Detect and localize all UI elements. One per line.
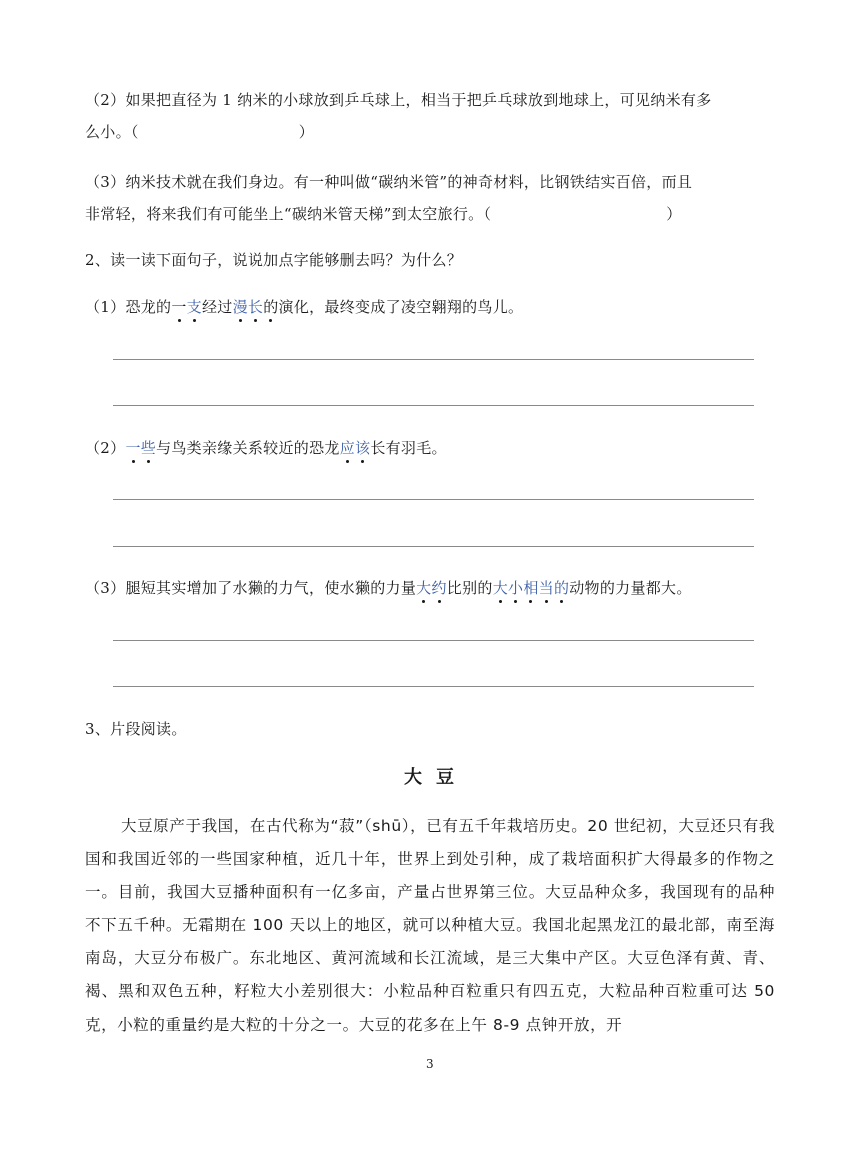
dotted-char: 相 (523, 579, 539, 597)
dotted-char: 该 (355, 439, 371, 457)
dotted-char: 当 (538, 579, 554, 597)
dotted-char: 些 (140, 439, 157, 457)
answer-line[interactable] (113, 546, 754, 547)
question-1-2-line2 (85, 121, 314, 142)
sentence-text: 演化，最终变成了凌空翱翔的鸟儿。 (278, 298, 524, 316)
paren-close: ） (666, 205, 682, 223)
dotted-char: 的 (263, 298, 279, 316)
sentence-text: 动物的力量都大。 (569, 579, 692, 597)
answer-line[interactable] (113, 499, 754, 500)
question-1-2-text: 么小。（ (85, 123, 139, 141)
question-1-3-line1: （3）纳米技术就在我们身边。有一种叫做“碳纳米管”的神奇材料，比钢铁结实百倍，而且 (85, 173, 693, 191)
question-1-3-text: 非常轻，将来我们有可能坐上“碳纳米管天梯”到太空旅行。（ (85, 205, 492, 223)
question-2-heading: 2、读一读下面句子，说说加点字能够删去吗？为什么？ (85, 251, 463, 269)
sentence-text: （3）腿短其实增加了水獭的力气，使水獭的力量 (85, 579, 417, 597)
page-number: 3 (426, 1057, 434, 1071)
dotted-char: 大 (492, 579, 508, 597)
dotted-char: 一 (125, 439, 141, 457)
dotted-char: 小 (508, 579, 524, 597)
sentence-text: 经过 (201, 298, 233, 316)
question-1-2-line1: （2）如果把直径为 1 纳米的小球放到乒乓球上，相当于把乒乓球放到地球上，可见纳米有多 (85, 91, 712, 109)
sentence-text: 比别的 (446, 579, 493, 597)
dotted-char: 长 (247, 298, 264, 316)
answer-line[interactable] (113, 640, 754, 641)
sentence-text: （2） (85, 439, 126, 457)
question-3-heading: 3、片段阅读。 (85, 720, 187, 738)
dotted-char: 应 (339, 439, 355, 457)
dotted-char: 约 (431, 579, 447, 597)
sentence-text: （1）恐龙的 (85, 298, 172, 316)
question-2-sentence-2 (85, 437, 447, 458)
question-1-3-line2 (85, 203, 682, 224)
article-title: 大豆 (404, 767, 468, 788)
sentence-text: 长有羽毛。 (370, 439, 447, 457)
question-2-sentence-3 (85, 577, 692, 598)
dotted-char: 的 (553, 579, 570, 597)
question-2-sentence-1 (85, 296, 523, 317)
sentence-text: 与鸟类亲缘关系较近的恐龙 (156, 439, 340, 457)
paren-close: ） (298, 123, 315, 141)
article-body: 大豆原产于我国，在古代称为“菽”（shū），已有五千年栽培历史。20 世纪初，大豆还只有我国和我国近邻的一些国家种植，近几十年，世界上到处引种，成了栽培面积扩大得最多的作物之一。目前，我国大豆播种面积有一亿多亩，产量占世界第三位。大豆品种众多，我国现有的品种不下五千种。无霜期在 100 天以上的地区，就可以种植大豆。我国北起黑龙江的最北部，南至海南岛，大豆分布极广。东北地区、黄河流域和长江流域，是三大集中产区。大豆色泽有黄、青、褐、黑和双色五种，籽粒大小差别很大：小粒品种百粒重只有四五克，大粒品种百粒重可达 50 克，小粒的重量约是大粒的十分之一。大豆的花多在上午 8-9 点钟开放，开 (85, 817, 775, 1034)
dotted-char: 漫 (232, 298, 248, 316)
dotted-char: 一 (171, 298, 187, 316)
dotted-char: 大 (416, 579, 432, 597)
answer-line[interactable] (113, 686, 754, 687)
answer-line[interactable] (113, 405, 754, 406)
answer-line[interactable] (113, 359, 754, 360)
dotted-char: 支 (186, 298, 202, 316)
